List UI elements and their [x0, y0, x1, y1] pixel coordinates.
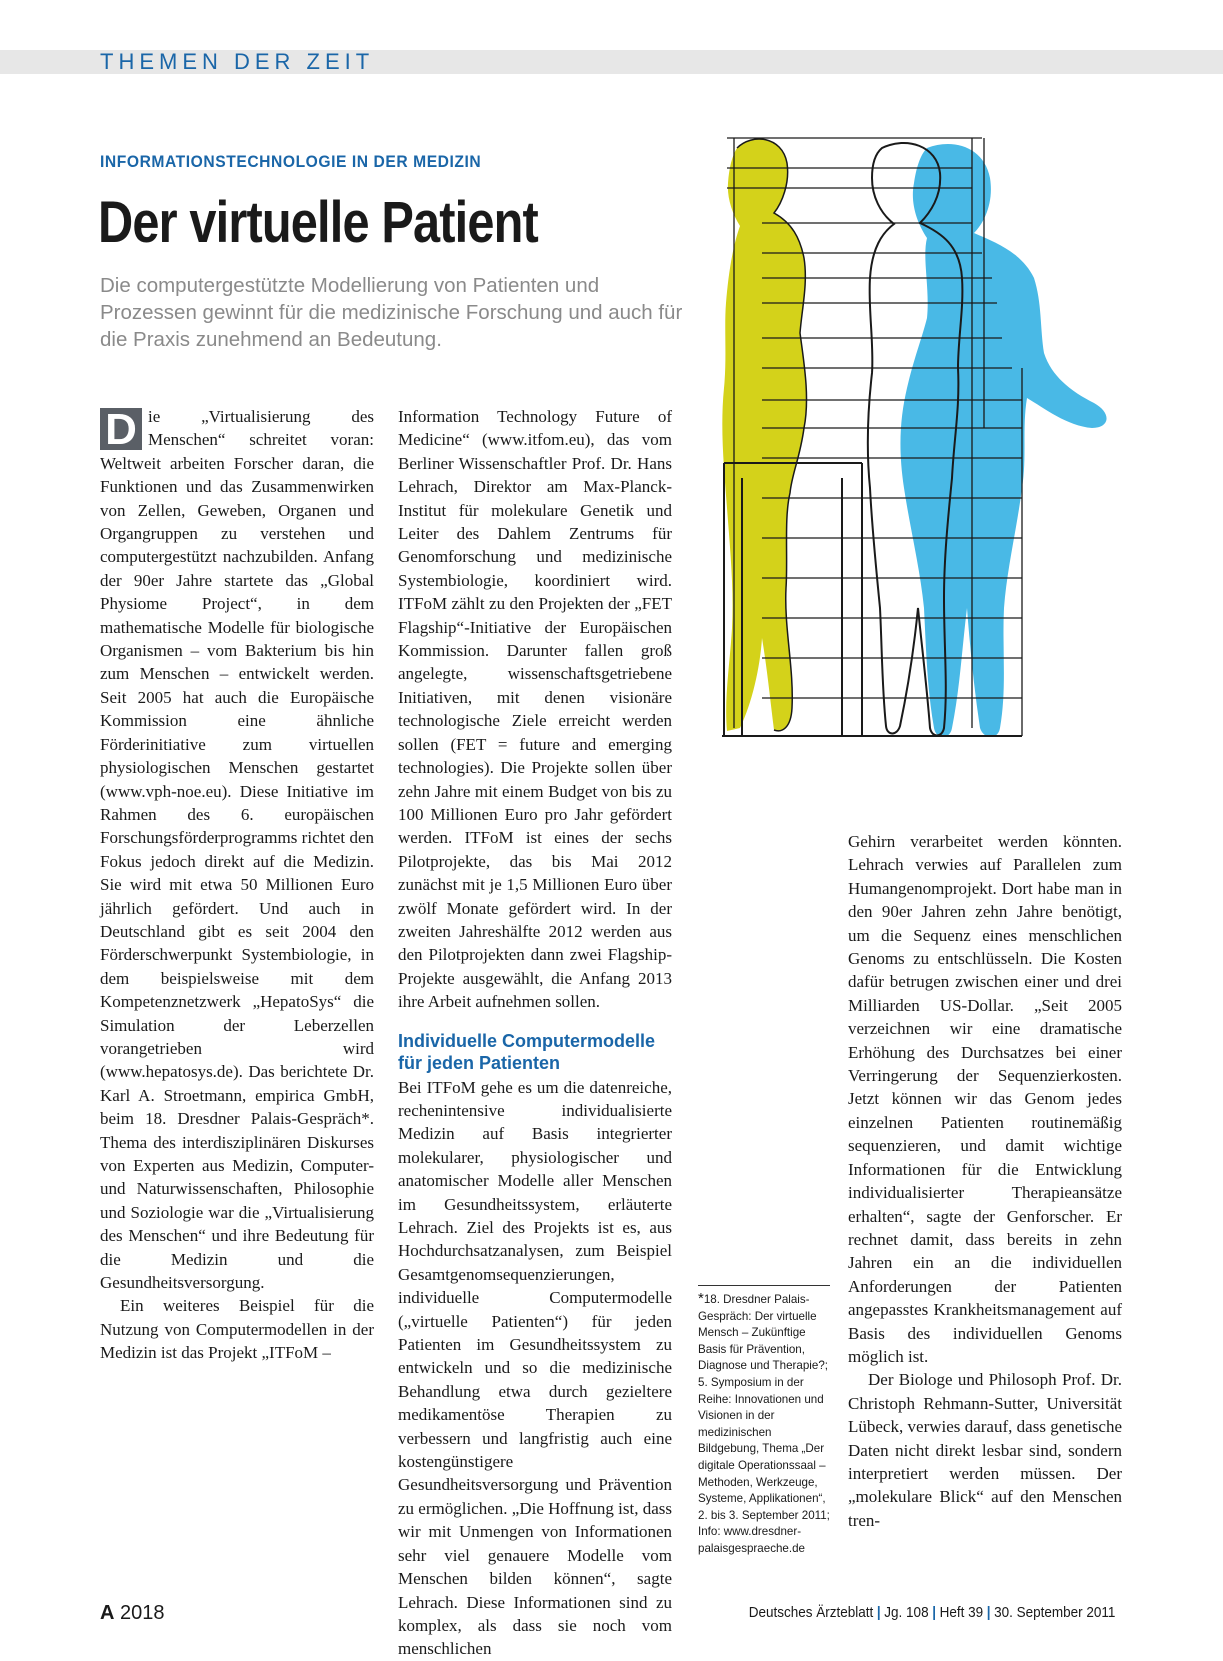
yellow-figure-silhouette: [722, 139, 806, 731]
separator: |: [931, 1604, 936, 1621]
article-title: Der virtuelle Patient: [98, 190, 538, 255]
page-number: [100, 1602, 165, 1625]
body-column-2: [398, 405, 672, 1661]
article-dek: Die computergestützte Modellierung von Patienten und Prozessen gewinnt für die medizinische Forschung und auch für die Praxis zunehmend an Bedeutung.: [100, 274, 683, 351]
paragraph-2-continued: Information Technology Future of Medicine“ (www.itfom.eu), das vom Berliner Wissenschaftler Prof. Dr. Hans Lehrach, Direktor am Max-Planck-Institut für molekulare Genetik und Leiter des Dahlem Zentrums für Genomforschung und medizinische Systembiologie, koordiniert wird. ITFoM zählt zu den Projekten der „FET Flagship“-Initiative der Europäischen Kommission. Darunter fallen groß angelegte, wissenschaftsgetriebene Initiativen, mit denen visionäre technologische Ziele erreicht werden sollen (FET = future and emerging technologies). Die Projekte sollen über zehn Jahre mit einem Budget von bis zu 100 Millionen Euro pro Jahr gefördert werden. ITFoM ist eines der sechs Pilotprojekte, das bis Mai 2012 zunächst mit je 1,5 Millionen Euro über zwölf Monate gefördert wird. In der zweiten Jahreshälfte 2012 werden aus den Pilotprojekten dann zwei Flagship-Projekte ausgewählt, die Anfang 2013 ihre Arbeit aufnehmen sollen.: [398, 407, 672, 1012]
section-letter: A: [100, 1602, 115, 1624]
separator: |: [876, 1604, 881, 1621]
paragraph-2: Ein weiteres Beispiel für die Nutzung von Computermodellen in der Medizin ist das Projekt „ITFoM –: [100, 1296, 374, 1363]
footnote-text: 18. Dresdner Palais-Gespräch: Der virtuelle Mensch – Zukünftige Basis für Prävention, Diagnose und Therapie?; 5. Symposium in der Reihe: Innovationen und Visionen in der medizinischen Bildgebung, Thema „Der digitale Operationssaal – Methoden, Werkzeuge, Systeme, Applikationen“, 2. bis 3. September 2011; Info: www.dresdner-palaisgespraeche.de: [698, 1293, 830, 1555]
body-column-3: [848, 830, 1122, 1532]
subheading: Individuelle Computermodelle für jeden Patienten: [398, 1030, 656, 1073]
footnote-mark: *: [698, 1290, 704, 1307]
separator: |: [986, 1604, 991, 1621]
journal-issue: Heft 39: [939, 1604, 983, 1621]
proportion-figures-image: [722, 128, 1182, 778]
anatomy-illustration: [722, 128, 1182, 778]
paragraph-4: Gehirn verarbeitet werden könnten. Lehrach verwies auf Parallelen zum Humangenomprojekt. Dort habe man in den 90er Jahren zehn Jahre benötigt, um die Sequenz eines menschlichen Genoms zu entschlüsseln. Die Kosten dafür betrugen zwischen einer und drei Milliarden US-Dollar. „Seit 2005 verzeichnen wir eine dramatische Erhöhung des Durchsatzes bei einer Verringerung der Sequenzierkosten. Jetzt können wir das Genom jedes einzelnen Patienten routinemäßig sequenzieren, und damit wichtige Informationen für die Entwicklung individualisierter Therapieansätze erhalten“, sagte der Genforscher. Er rechnet damit, dass bereits in zehn Jahren ein an die individuellen Anforderungen der Patienten angepasstes Krankheitsmanagement auf Basis des individuellen Genoms möglich ist.: [848, 832, 1122, 1366]
journal-date: 30. September 2011: [993, 1604, 1115, 1621]
journal-info: [748, 1604, 1115, 1621]
drop-cap: D: [100, 408, 142, 450]
page-number-value: 2018: [120, 1602, 165, 1624]
paragraph-1-text: ie „Virtualisierung des Menschen“ schreitet voran: Weltweit arbeiten Forscher daran, die Funktionen und das Zusammenwirken von Zellen, Geweben, Organen und Organgruppen zu verstehen und computergestützt nachzubilden. Anfang der 90er Jahre startete das „Global Physiome Project“, in dem mathematische Modelle für biologische Organismen – vom Bakterium bis hin zum Menschen – entwickelt werden. Seit 2005 hat auch die Europäische Kommission eine ähnliche Förderinitiative zum virtuellen physiologischen Menschen gestartet (www.vph-noe.eu). Diese Initiative im Rahmen des 6. europäischen Forschungsförderprogramms richtet den Fokus jedoch direkt auf die Medizin. Sie wird mit etwa 50 Millionen Euro jährlich gefördert. Und auch in Deutschland gibt es seit 2004 den Förderschwerpunkt Systembiologie, in dem beispielsweise mit dem Kompetenznetzwerk „HepatoSys“ die Simulation der Leberzellen vorangetrieben wird (www.hepatosys.de). Das berichtete Dr. Karl A. Stroetmann, empirica GmbH, beim 18. Dresdner Palais-Gespräch*. Thema des interdisziplinären Diskurses von Experten aus Medizin, Computer- und Naturwissenschaften, Philosophie und Soziologie war die „Virtualisierung des Menschen“ und ihre Bedeutung für die Medizin und die Gesundheitsversorgung.: [100, 407, 374, 1293]
article-kicker: INFORMATIONSTECHNOLOGIE IN DER MEDIZIN: [100, 152, 482, 171]
paragraph-3: Bei ITFoM gehe es um die datenreiche, rechenintensive individualisierte Medizin auf Basis integrierter molekularer, physiologischer und anatomischer Modelle aller Menschen im Gesundheitssystem, erläuterte Lehrach. Ziel des Projekts ist es, aus Hochdurchsatzanalysen, zum Beispiel Gesamtgenomsequenzierungen, individuelle Computermodelle („virtuelle Patienten“) für jeden Patienten im Gesundheitssystem zu entwickeln und so die medizinische Behandlung etwa durch gezieltere medikamentöse Therapien zu verbessern und langfristig auch eine kostengünstigere Gesundheitsversorgung und Prävention zu ermöglichen. „Die Hoffnung ist, dass wir mit Unmengen von Informationen sehr viel genauere Modelle vom Menschen bilden können“, sagte Lehrach. Diese Informationen sind zu komplex, als dass sie noch vom menschlichen: [398, 1077, 672, 1659]
blue-figure-silhouette: [900, 144, 1106, 737]
paragraph-5: Der Biologe und Philosoph Prof. Dr. Christoph Rehmann-Sutter, Universität Lübeck, verwies darauf, dass genetische Daten nicht direkt lesbar sind, sondern interpretiert werden müssen. Der „molekulare Blick“ auf den Menschen tren-: [848, 1370, 1122, 1530]
journal-volume: Jg. 108: [883, 1604, 929, 1621]
body-column-1: [100, 405, 374, 1365]
footnote: [698, 1285, 830, 1558]
paragraph-1: [100, 405, 374, 1294]
section-label: THEMEN DER ZEIT: [100, 49, 375, 74]
journal-name: Deutsches Ärzteblatt: [748, 1604, 873, 1621]
